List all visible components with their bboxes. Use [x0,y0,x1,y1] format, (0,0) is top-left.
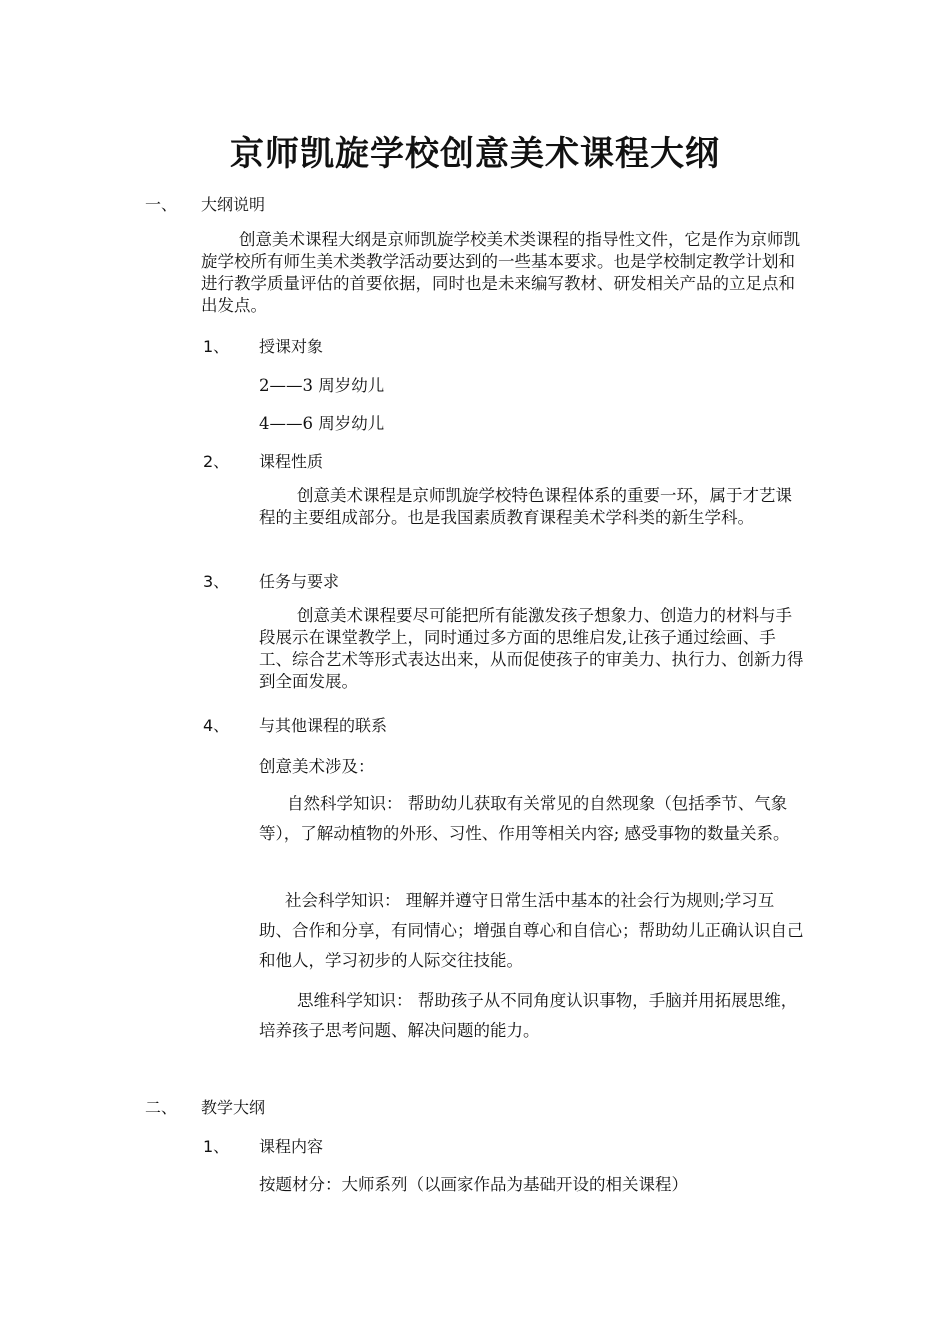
item-number: 2、 [203,452,230,471]
relation-lead: 创意美术涉及： [259,757,375,776]
item-heading: 课程内容 [259,1137,324,1156]
item-number: 1、 [203,1137,230,1156]
page-title: 京师凯旋学校创意美术课程大纲 [230,134,720,174]
section-heading: 大纲说明 [201,195,266,214]
item-heading: 课程性质 [259,452,324,471]
item-number: 4、 [203,716,230,735]
content-line: 按题材分：大师系列（以画家作品为基础开设的相关课程） [259,1175,688,1194]
item-heading: 授课对象 [259,337,324,356]
item-paragraph: 创意美术课程是京师凯旋学校特色课程体系的重要一环，属于才艺课程的主要组成部分。也是我国素质教育课程美术学科类的新生学科。 [259,486,792,527]
natural-science-paragraph: 自然科学知识： 帮助幼儿获取有关常见的自然现象（包括季节、气象等），了解动植物的外形、习性、作用等相关内容; 感受事物的数量关系。 [259,794,790,843]
intro-paragraph: 创意美术课程大纲是京师凯旋学校美术类课程的指导性文件，它是作为京师凯旋学校所有师生美术类教学活动要达到的一些基本要求。也是学校制定教学计划和进行教学质量评估的首要依据，同时也是未来编写教材、研发相关产品的立足点和出发点。 [201,230,800,315]
audience-line: 4——6 周岁幼儿 [259,414,385,433]
item-paragraph: 创意美术课程要尽可能把所有能激发孩子想象力、创造力的材料与手段展示在课堂教学上，同时通过多方面的思维启发,让孩子通过绘画、手工、综合艺术等形式表达出来，从而促使孩子的审美力、执行力、创新力得到全面发展。 [259,606,804,691]
audience-line: 2——3 周岁幼儿 [259,376,385,395]
section-number: 一、 [145,195,178,214]
social-science-paragraph: 社会科学知识： 理解并遵守日常生活中基本的社会行为规则;学习互助、合作和分享，有同情心；增强自尊心和自信心；帮助幼儿正确认识自己和他人，学习初步的人际交往技能。 [259,891,804,970]
section-heading: 教学大纲 [201,1098,266,1117]
item-heading: 任务与要求 [259,572,340,591]
item-number: 3、 [203,572,230,591]
thinking-science-paragraph: 思维科学知识： 帮助孩子从不同角度认识事物，手脑并用拓展思维，培养孩子思考问题、解决问题的能力。 [259,991,798,1040]
section-number: 二、 [145,1098,178,1117]
item-heading: 与其他课程的联系 [259,716,388,735]
item-number: 1、 [203,337,230,356]
